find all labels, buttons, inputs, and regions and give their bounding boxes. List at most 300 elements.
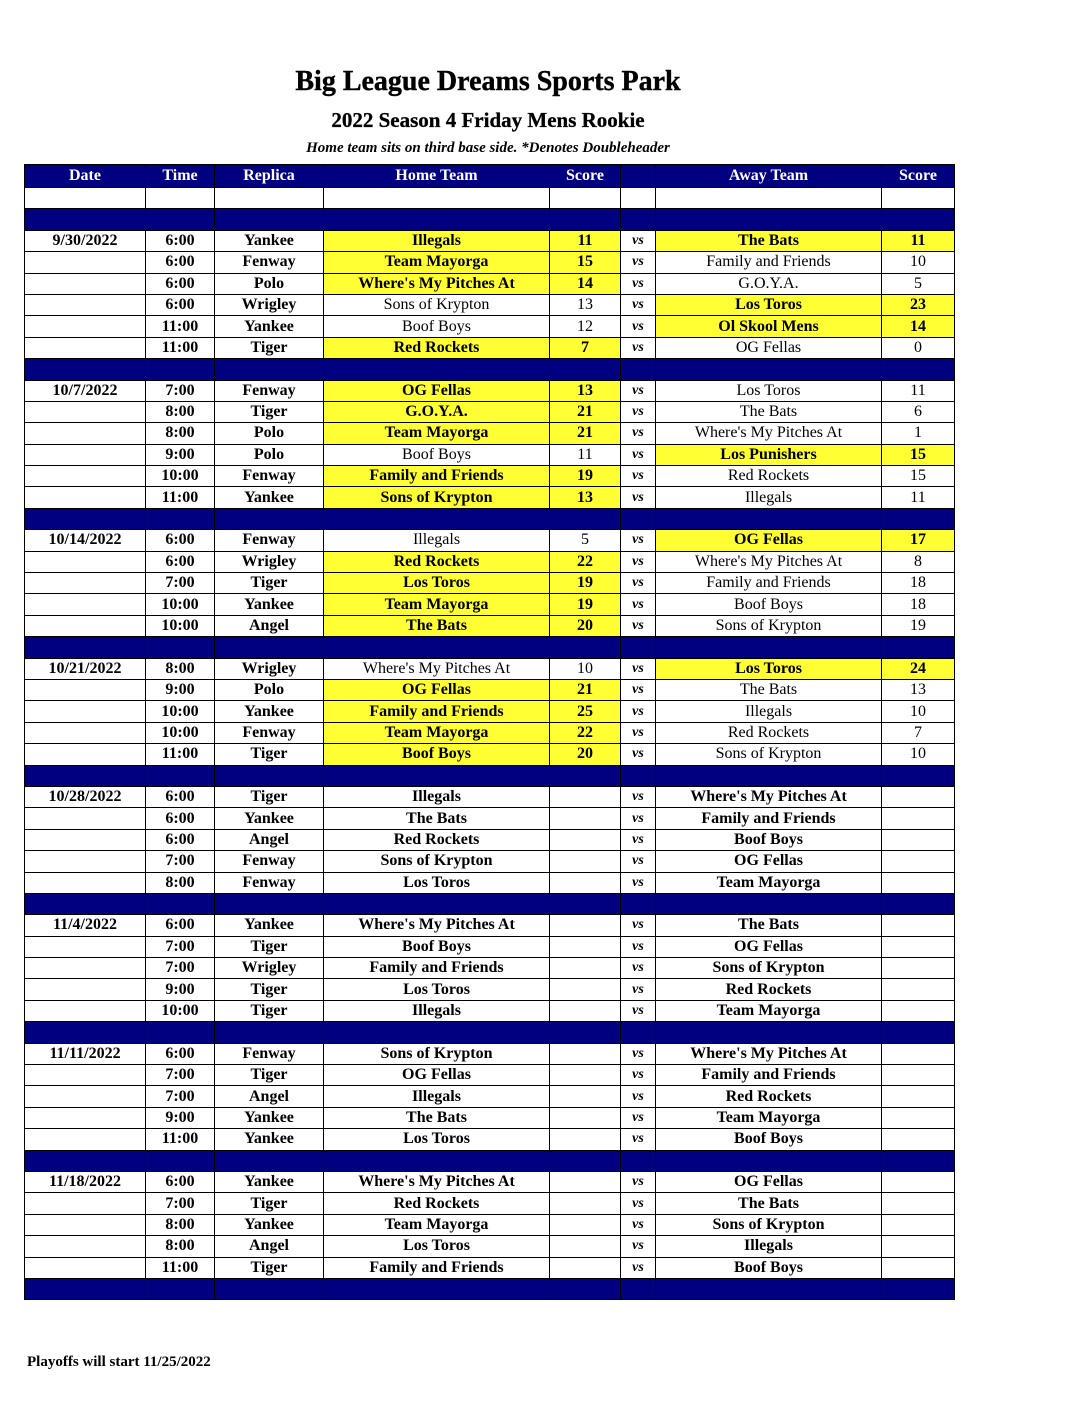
away-score-cell (882, 808, 955, 829)
home-score-cell: 11 (550, 230, 621, 251)
time-cell: 9:00 (146, 444, 215, 465)
replica-cell: Angel (215, 1236, 324, 1257)
empty-cell (882, 508, 955, 529)
empty-cell (550, 1278, 621, 1299)
game-row (25, 786, 955, 807)
away-team-cell: Los Toros (656, 658, 882, 679)
empty-cell (146, 893, 215, 914)
away-score-cell: 6 (882, 401, 955, 422)
away-score-cell: 14 (882, 316, 955, 337)
home-team-cell: Where's My Pitches At (324, 273, 550, 294)
game-row (25, 1107, 955, 1128)
date-cell (25, 979, 146, 1000)
away-score-cell (882, 851, 955, 872)
away-score-cell (882, 1107, 955, 1128)
empty-cell (882, 765, 955, 786)
home-team-cell: Red Rockets (324, 829, 550, 850)
away-team-cell: Team Mayorga (656, 1000, 882, 1021)
time-cell: 9:00 (146, 679, 215, 700)
away-score-cell (882, 1193, 955, 1214)
game-row (25, 615, 955, 636)
away-score-cell: 23 (882, 294, 955, 315)
home-score-cell (550, 1129, 621, 1150)
away-team-cell: The Bats (656, 679, 882, 700)
away-team-cell: Red Rockets (656, 979, 882, 1000)
week-separator-row (25, 209, 955, 230)
away-team-cell: Illegals (656, 701, 882, 722)
empty-cell (215, 209, 324, 230)
empty-cell (882, 188, 955, 209)
home-team-cell: Boof Boys (324, 444, 550, 465)
away-score-cell (882, 1236, 955, 1257)
vs-cell: vs (621, 252, 656, 273)
date-cell (25, 444, 146, 465)
game-row (25, 573, 955, 594)
date-cell (25, 808, 146, 829)
empty-cell (146, 1150, 215, 1171)
home-team-cell: OG Fellas (324, 380, 550, 401)
home-team-cell: Red Rockets (324, 337, 550, 358)
empty-cell (550, 508, 621, 529)
game-row (25, 316, 955, 337)
away-team-cell: The Bats (656, 230, 882, 251)
empty-cell (324, 1278, 550, 1299)
away-score-cell: 8 (882, 551, 955, 572)
vs-cell: vs (621, 615, 656, 636)
away-team-cell: OG Fellas (656, 530, 882, 551)
home-score-cell: 13 (550, 380, 621, 401)
empty-cell (621, 209, 656, 230)
vs-cell: vs (621, 1129, 656, 1150)
home-team-cell: Family and Friends (324, 701, 550, 722)
replica-cell: Tiger (215, 401, 324, 422)
game-row (25, 701, 955, 722)
replica-cell: Angel (215, 1086, 324, 1107)
away-team-cell: Where's My Pitches At (656, 423, 882, 444)
away-team-cell: Boof Boys (656, 1129, 882, 1150)
away-team-cell: OG Fellas (656, 936, 882, 957)
vs-cell: vs (621, 401, 656, 422)
home-score-cell: 11 (550, 444, 621, 465)
home-score-cell (550, 1214, 621, 1235)
date-cell (25, 872, 146, 893)
away-team-cell: Sons of Krypton (656, 615, 882, 636)
away-team-cell: Boof Boys (656, 594, 882, 615)
empty-cell (25, 359, 146, 380)
empty-cell (550, 209, 621, 230)
page-subtitle: 2022 Season 4 Friday Mens Rookie (331, 108, 645, 132)
vs-cell: vs (621, 273, 656, 294)
game-row (25, 466, 955, 487)
home-score-cell: 13 (550, 294, 621, 315)
col-header-time: Time (146, 165, 215, 188)
time-cell: 8:00 (146, 401, 215, 422)
empty-cell (146, 1278, 215, 1299)
time-cell: 6:00 (146, 808, 215, 829)
game-row (25, 380, 955, 401)
vs-cell: vs (621, 808, 656, 829)
home-score-cell: 7 (550, 337, 621, 358)
time-cell: 7:00 (146, 958, 215, 979)
date-cell (25, 722, 146, 743)
away-score-cell: 11 (882, 380, 955, 401)
vs-cell: vs (621, 380, 656, 401)
game-row (25, 851, 955, 872)
home-team-cell: Sons of Krypton (324, 1043, 550, 1064)
home-team-cell: Illegals (324, 1086, 550, 1107)
home-team-cell: Illegals (324, 786, 550, 807)
time-cell: 11:00 (146, 1129, 215, 1150)
replica-cell: Fenway (215, 722, 324, 743)
home-score-cell: 22 (550, 551, 621, 572)
game-row (25, 744, 955, 765)
home-team-cell: The Bats (324, 808, 550, 829)
replica-cell: Yankee (215, 1129, 324, 1150)
empty-cell (324, 893, 550, 914)
time-cell: 6:00 (146, 273, 215, 294)
home-score-cell (550, 1236, 621, 1257)
replica-cell: Tiger (215, 1193, 324, 1214)
away-team-cell: Team Mayorga (656, 1107, 882, 1128)
home-score-cell (550, 958, 621, 979)
home-score-cell (550, 1065, 621, 1086)
home-team-cell: Illegals (324, 530, 550, 551)
home-team-cell: Team Mayorga (324, 722, 550, 743)
time-cell: 6:00 (146, 1043, 215, 1064)
date-cell (25, 1107, 146, 1128)
empty-cell (656, 637, 882, 658)
away-score-cell (882, 979, 955, 1000)
col-header-home-team: Home Team (324, 165, 550, 188)
away-team-cell: Los Toros (656, 294, 882, 315)
game-row (25, 252, 955, 273)
home-score-cell (550, 786, 621, 807)
away-score-cell: 10 (882, 744, 955, 765)
game-row (25, 530, 955, 551)
empty-cell (324, 765, 550, 786)
away-team-cell: The Bats (656, 915, 882, 936)
replica-cell: Angel (215, 615, 324, 636)
empty-cell (25, 188, 146, 209)
home-score-cell (550, 1043, 621, 1064)
vs-cell: vs (621, 230, 656, 251)
date-cell (25, 337, 146, 358)
game-row (25, 1129, 955, 1150)
empty-cell (656, 1022, 882, 1043)
date-cell (25, 316, 146, 337)
date-cell (25, 679, 146, 700)
replica-cell: Tiger (215, 1000, 324, 1021)
replica-cell: Yankee (215, 594, 324, 615)
empty-cell (621, 508, 656, 529)
empty-cell (215, 1150, 324, 1171)
away-team-cell: OG Fellas (656, 1171, 882, 1192)
schedule-table (24, 164, 955, 1300)
time-cell: 6:00 (146, 530, 215, 551)
game-row (25, 1000, 955, 1021)
vs-cell: vs (621, 551, 656, 572)
home-team-cell: Family and Friends (324, 466, 550, 487)
vs-cell: vs (621, 872, 656, 893)
home-score-cell: 10 (550, 658, 621, 679)
vs-cell: vs (621, 786, 656, 807)
replica-cell: Tiger (215, 936, 324, 957)
game-row (25, 1236, 955, 1257)
date-cell: 11/18/2022 (25, 1171, 146, 1192)
date-cell: 10/7/2022 (25, 380, 146, 401)
away-team-cell: Where's My Pitches At (656, 786, 882, 807)
date-cell (25, 273, 146, 294)
game-row (25, 230, 955, 251)
game-row (25, 1257, 955, 1278)
game-row (25, 872, 955, 893)
away-team-cell: Team Mayorga (656, 872, 882, 893)
vs-cell: vs (621, 829, 656, 850)
home-team-cell: Los Toros (324, 573, 550, 594)
empty-cell (215, 1022, 324, 1043)
time-cell: 7:00 (146, 851, 215, 872)
replica-cell: Yankee (215, 701, 324, 722)
empty-cell (215, 508, 324, 529)
home-team-cell: Boof Boys (324, 744, 550, 765)
game-row (25, 658, 955, 679)
week-separator-row (25, 1022, 955, 1043)
replica-cell: Tiger (215, 979, 324, 1000)
home-team-cell: The Bats (324, 1107, 550, 1128)
time-cell: 8:00 (146, 423, 215, 444)
vs-cell: vs (621, 744, 656, 765)
away-score-cell (882, 936, 955, 957)
replica-cell: Wrigley (215, 958, 324, 979)
date-cell (25, 936, 146, 957)
home-team-cell: The Bats (324, 615, 550, 636)
empty-cell (550, 1150, 621, 1171)
date-cell (25, 1236, 146, 1257)
home-team-cell: Los Toros (324, 1236, 550, 1257)
date-cell (25, 615, 146, 636)
away-score-cell: 18 (882, 594, 955, 615)
vs-cell: vs (621, 658, 656, 679)
vs-cell: vs (621, 851, 656, 872)
away-score-cell (882, 1214, 955, 1235)
empty-cell (324, 508, 550, 529)
header-row (25, 165, 955, 188)
empty-cell (656, 765, 882, 786)
game-row (25, 979, 955, 1000)
away-team-cell: Illegals (656, 487, 882, 508)
home-team-cell: OG Fellas (324, 679, 550, 700)
empty-cell (550, 765, 621, 786)
empty-cell (215, 893, 324, 914)
game-row (25, 551, 955, 572)
empty-cell (882, 637, 955, 658)
vs-cell: vs (621, 337, 656, 358)
vs-cell: vs (621, 722, 656, 743)
home-team-cell: Where's My Pitches At (324, 915, 550, 936)
game-row (25, 1086, 955, 1107)
vs-cell: vs (621, 423, 656, 444)
empty-cell (215, 1278, 324, 1299)
date-cell (25, 1214, 146, 1235)
home-team-cell: Los Toros (324, 1129, 550, 1150)
vs-cell: vs (621, 1171, 656, 1192)
home-team-cell: Boof Boys (324, 316, 550, 337)
game-row (25, 423, 955, 444)
empty-cell (146, 188, 215, 209)
col-header-vs (621, 165, 656, 188)
home-score-cell: 13 (550, 487, 621, 508)
empty-cell (324, 209, 550, 230)
week-separator-row (25, 1278, 955, 1299)
away-team-cell: Family and Friends (656, 573, 882, 594)
replica-cell: Yankee (215, 230, 324, 251)
vs-cell: vs (621, 1107, 656, 1128)
time-cell: 6:00 (146, 1171, 215, 1192)
home-team-cell: Family and Friends (324, 1257, 550, 1278)
empty-cell (25, 893, 146, 914)
replica-cell: Polo (215, 273, 324, 294)
away-team-cell: Ol Skool Mens (656, 316, 882, 337)
empty-cell (621, 1278, 656, 1299)
away-team-cell: OG Fellas (656, 337, 882, 358)
date-cell: 10/14/2022 (25, 530, 146, 551)
away-team-cell: Los Punishers (656, 444, 882, 465)
empty-cell (882, 1022, 955, 1043)
home-score-cell: 22 (550, 722, 621, 743)
time-cell: 8:00 (146, 658, 215, 679)
home-score-cell: 25 (550, 701, 621, 722)
empty-cell (324, 1150, 550, 1171)
vs-cell: vs (621, 294, 656, 315)
away-team-cell: Where's My Pitches At (656, 551, 882, 572)
replica-cell: Tiger (215, 786, 324, 807)
date-cell (25, 1065, 146, 1086)
home-score-cell: 19 (550, 466, 621, 487)
away-team-cell: Family and Friends (656, 1065, 882, 1086)
vs-cell: vs (621, 915, 656, 936)
date-cell (25, 851, 146, 872)
date-cell (25, 466, 146, 487)
vs-cell: vs (621, 1086, 656, 1107)
time-cell: 10:00 (146, 615, 215, 636)
empty-cell (621, 359, 656, 380)
home-team-cell: Team Mayorga (324, 594, 550, 615)
vs-cell: vs (621, 1236, 656, 1257)
vs-cell: vs (621, 466, 656, 487)
time-cell: 11:00 (146, 744, 215, 765)
game-row (25, 1043, 955, 1064)
game-row (25, 808, 955, 829)
date-cell (25, 294, 146, 315)
blank-row (25, 188, 955, 209)
away-team-cell: Sons of Krypton (656, 744, 882, 765)
home-team-cell: Sons of Krypton (324, 487, 550, 508)
replica-cell: Tiger (215, 337, 324, 358)
away-team-cell: The Bats (656, 1193, 882, 1214)
home-score-cell: 14 (550, 273, 621, 294)
empty-cell (621, 188, 656, 209)
date-cell (25, 1129, 146, 1150)
home-score-cell (550, 1193, 621, 1214)
away-team-cell: Family and Friends (656, 252, 882, 273)
home-score-cell: 15 (550, 252, 621, 273)
schedule-note: Home team sits on third base side. *Denotes Doubleheader (306, 140, 670, 156)
away-score-cell: 10 (882, 252, 955, 273)
empty-cell (882, 893, 955, 914)
week-separator-row (25, 359, 955, 380)
away-team-cell: Sons of Krypton (656, 958, 882, 979)
date-cell (25, 252, 146, 273)
vs-cell: vs (621, 958, 656, 979)
replica-cell: Fenway (215, 252, 324, 273)
away-team-cell: OG Fellas (656, 851, 882, 872)
replica-cell: Yankee (215, 1107, 324, 1128)
date-cell (25, 1086, 146, 1107)
empty-cell (215, 188, 324, 209)
empty-cell (621, 893, 656, 914)
home-team-cell: Red Rockets (324, 1193, 550, 1214)
game-row (25, 829, 955, 850)
page-title: Big League Dreams Sports Park (295, 66, 681, 97)
col-header-home-score: Score (550, 165, 621, 188)
home-team-cell: Team Mayorga (324, 423, 550, 444)
empty-cell (146, 508, 215, 529)
empty-cell (656, 1150, 882, 1171)
empty-cell (550, 893, 621, 914)
time-cell: 6:00 (146, 294, 215, 315)
date-cell (25, 1193, 146, 1214)
away-score-cell (882, 915, 955, 936)
empty-cell (146, 209, 215, 230)
empty-cell (25, 1022, 146, 1043)
week-separator-row (25, 1150, 955, 1171)
home-score-cell: 20 (550, 744, 621, 765)
empty-cell (656, 508, 882, 529)
home-score-cell (550, 829, 621, 850)
home-score-cell: 19 (550, 594, 621, 615)
game-row (25, 487, 955, 508)
game-row (25, 594, 955, 615)
time-cell: 6:00 (146, 915, 215, 936)
home-team-cell: Red Rockets (324, 551, 550, 572)
replica-cell: Yankee (215, 487, 324, 508)
date-cell (25, 487, 146, 508)
date-cell (25, 573, 146, 594)
col-header-replica: Replica (215, 165, 324, 188)
away-team-cell: Family and Friends (656, 808, 882, 829)
home-team-cell: Family and Friends (324, 958, 550, 979)
home-score-cell (550, 1171, 621, 1192)
vs-cell: vs (621, 530, 656, 551)
vs-cell: vs (621, 1043, 656, 1064)
empty-cell (550, 1022, 621, 1043)
time-cell: 9:00 (146, 1107, 215, 1128)
replica-cell: Yankee (215, 1171, 324, 1192)
date-cell (25, 423, 146, 444)
replica-cell: Yankee (215, 808, 324, 829)
home-score-cell (550, 915, 621, 936)
empty-cell (550, 188, 621, 209)
away-score-cell (882, 1257, 955, 1278)
empty-cell (324, 637, 550, 658)
away-score-cell (882, 1171, 955, 1192)
away-team-cell: The Bats (656, 401, 882, 422)
empty-cell (215, 765, 324, 786)
time-cell: 9:00 (146, 979, 215, 1000)
empty-cell (324, 359, 550, 380)
time-cell: 8:00 (146, 872, 215, 893)
empty-cell (25, 209, 146, 230)
